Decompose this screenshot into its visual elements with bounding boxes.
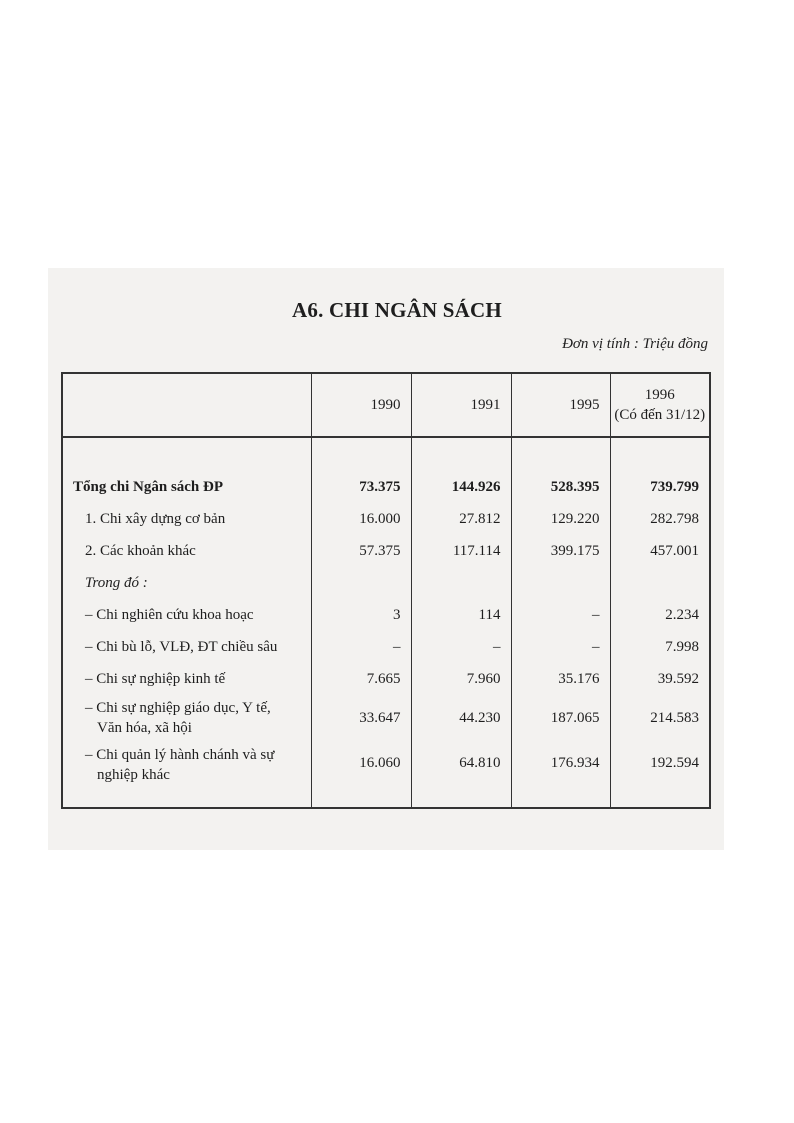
- page-title: A6. CHI NGÂN SÁCH: [292, 298, 502, 322]
- cell-1990: 16.060: [311, 741, 411, 808]
- table-row: [62, 567, 710, 599]
- cell-1995: –: [511, 599, 610, 631]
- header-year-1996-label: 1996: [644, 387, 675, 403]
- cell-1996: 214.583: [610, 695, 710, 741]
- cell-1990: 57.375: [311, 535, 411, 567]
- row-label: 2. Các khoản khác: [62, 535, 311, 567]
- header-year-1990: 1990: [311, 373, 411, 437]
- row-label: – Chi bù lỗ, VLĐ, ĐT chiều sâu: [62, 631, 311, 663]
- cell-1995: –: [511, 631, 610, 663]
- table-row: [62, 695, 710, 741]
- cell-1990: [311, 567, 411, 599]
- cell-1995: 35.176: [511, 663, 610, 695]
- table-row: [62, 599, 710, 631]
- cell-1996: 457.001: [610, 535, 710, 567]
- row-label: Trong đó :: [62, 567, 311, 599]
- table-row: [62, 631, 710, 663]
- cell-1995: [511, 567, 610, 599]
- unit-note: Đơn vị tính : Triệu đồng: [562, 336, 708, 352]
- table-row: [62, 503, 710, 535]
- row-label: 1. Chi xây dựng cơ bản: [62, 503, 311, 535]
- row-label: – Chi sự nghiệp kinh tế: [62, 663, 311, 695]
- cell-1991: [411, 567, 511, 599]
- header-year-1995: 1995: [511, 373, 610, 437]
- cell-1990: 33.647: [311, 695, 411, 741]
- table-row: [62, 535, 710, 567]
- cell-1995: 176.934: [511, 741, 610, 808]
- header-year-1996: [610, 373, 710, 437]
- table-row: [62, 741, 710, 808]
- cell-1991: 144.926: [411, 471, 511, 503]
- header-year-1996-note: (Có đến 31/12): [614, 407, 706, 423]
- cell-1991: 44.230: [411, 695, 511, 741]
- cell-1995: 399.175: [511, 535, 610, 567]
- cell-1990: 73.375: [311, 471, 411, 503]
- row-label-line2: nghiệp khác: [97, 767, 170, 783]
- cell-1995: 528.395: [511, 471, 610, 503]
- row-label: [62, 741, 311, 808]
- row-label-line1: – Chi quản lý hành chánh và sự: [85, 747, 275, 763]
- cell-1996: 7.998: [610, 631, 710, 663]
- spacer-cell: [62, 437, 311, 471]
- cell-1996: 192.594: [610, 741, 710, 808]
- cell-1991: –: [411, 631, 511, 663]
- cell-1996: 39.592: [610, 663, 710, 695]
- row-label-line2: Văn hóa, xã hội: [97, 720, 192, 736]
- header-label-cell: [62, 373, 311, 437]
- cell-1990: –: [311, 631, 411, 663]
- spacer-cell: [311, 437, 411, 471]
- cell-1996: 2.234: [610, 599, 710, 631]
- cell-1991: 64.810: [411, 741, 511, 808]
- cell-1995: 129.220: [511, 503, 610, 535]
- table-row-total: [62, 471, 710, 503]
- header-year-1991: 1991: [411, 373, 511, 437]
- row-label: Tổng chi Ngân sách ĐP: [62, 471, 311, 503]
- table-row: [62, 663, 710, 695]
- cell-1996: 282.798: [610, 503, 710, 535]
- cell-1991: 117.114: [411, 535, 511, 567]
- spacer-cell: [610, 437, 710, 471]
- cell-1991: 7.960: [411, 663, 511, 695]
- cell-1996: [610, 567, 710, 599]
- budget-table: [61, 372, 711, 809]
- spacer-cell: [411, 437, 511, 471]
- cell-1990: 16.000: [311, 503, 411, 535]
- cell-1990: 7.665: [311, 663, 411, 695]
- cell-1995: 187.065: [511, 695, 610, 741]
- table-header-row: [62, 373, 710, 437]
- cell-1991: 114: [411, 599, 511, 631]
- cell-1990: 3: [311, 599, 411, 631]
- cell-1996: 739.799: [610, 471, 710, 503]
- spacer-row: [62, 437, 710, 471]
- row-label: [62, 695, 311, 741]
- cell-1991: 27.812: [411, 503, 511, 535]
- row-label: – Chi nghiên cứu khoa hoạc: [62, 599, 311, 631]
- row-label-line1: – Chi sự nghiệp giáo dục, Y tế,: [85, 700, 271, 716]
- spacer-cell: [511, 437, 610, 471]
